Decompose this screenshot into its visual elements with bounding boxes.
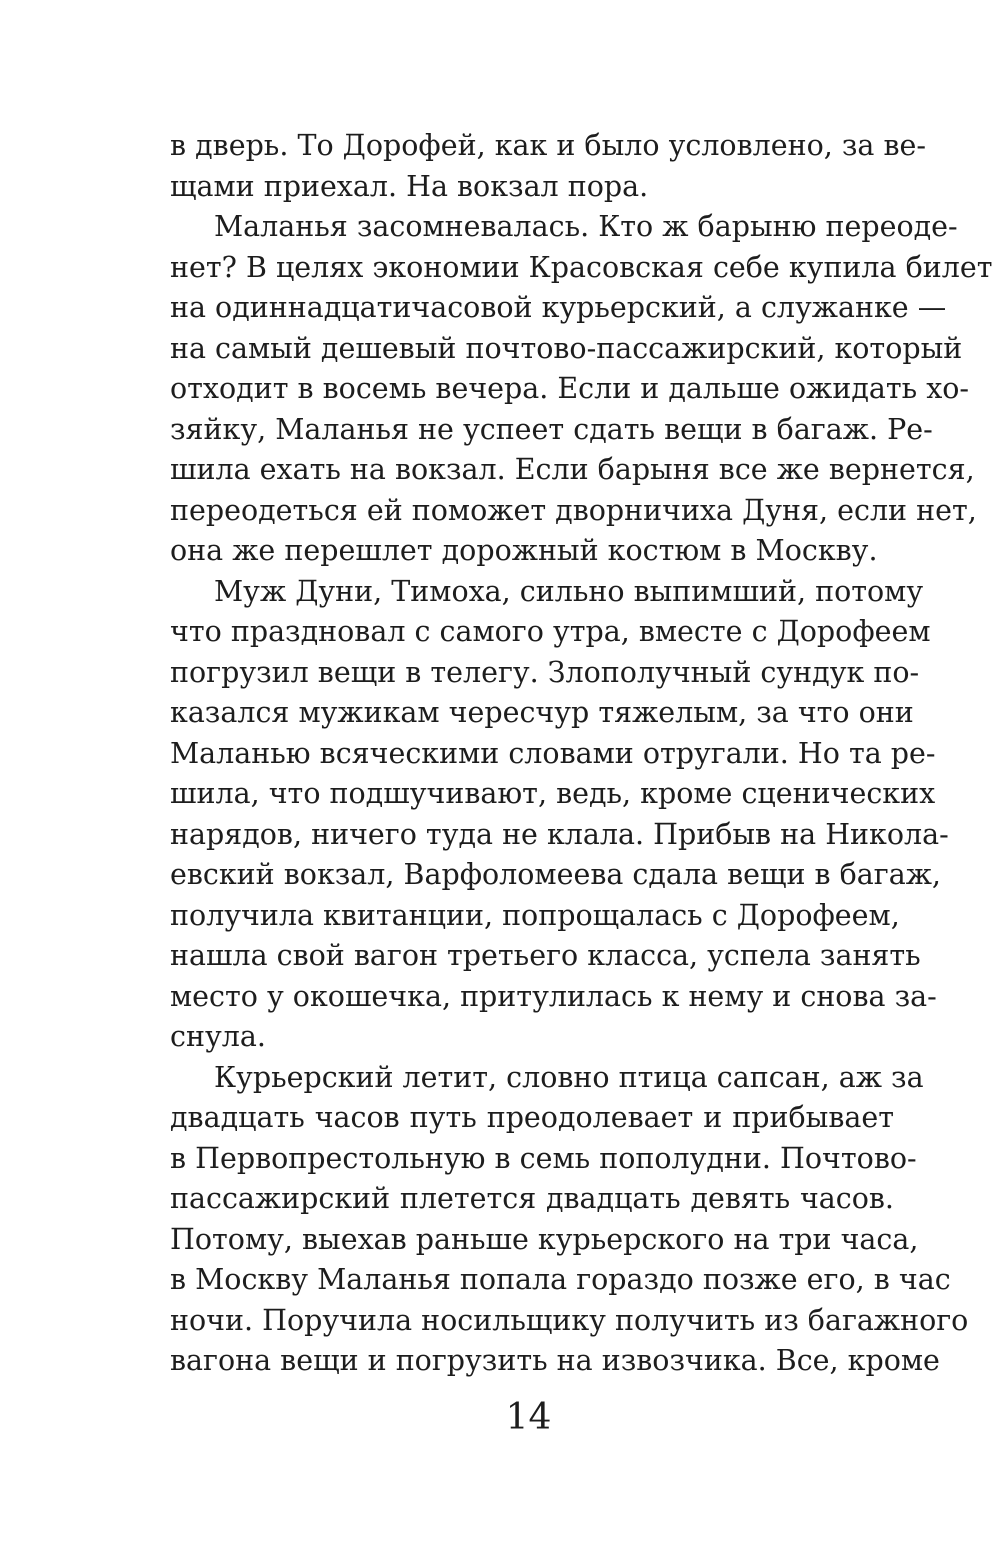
page-number: 14	[505, 1397, 552, 1438]
text-line: на самый дешевый почтово-пассажирский, который	[170, 331, 963, 365]
text-line: нашла свой вагон третьего класса, успела занять	[170, 939, 921, 972]
text-line: в Москву Маланья попала гораздо позже его, в час	[170, 1263, 951, 1296]
text-line: получила квитанции, попрощалась с Дорофеем,	[170, 898, 900, 932]
text-line: переодеться ей поможет дворничиха Дуня, если нет,	[170, 493, 977, 527]
text-line: Маланью всяческими словами отругали. Но та ре-	[170, 736, 936, 770]
text-line: нарядов, ничего туда не клала. Прибыв на Никола-	[170, 817, 949, 851]
text-line: двадцать часов путь преодолевает и прибывает	[170, 1101, 894, 1134]
body-text	[170, 126, 993, 1382]
text-line: евский вокзал, Варфоломеева сдала вещи в багаж,	[170, 858, 941, 891]
text-line: место у окошечка, притулилась к нему и снова за-	[170, 979, 937, 1013]
text-line: шила ехать на вокзал. Если барыня все же вернется,	[170, 453, 975, 486]
text-line: шила, что подшучивают, ведь, кроме сценических	[170, 777, 936, 810]
text-line: нет? В целях экономии Красовская себе купила билет	[170, 250, 993, 284]
paragraph	[170, 207, 993, 572]
text-line: щами приехал. На вокзал пора.	[170, 169, 649, 203]
text-line: снула.	[170, 1020, 266, 1053]
text-line: казался мужикам чересчур тяжелым, за что они	[170, 696, 914, 729]
text-line: в дверь. То Дорофей, как и было условлено, за ве-	[170, 129, 927, 162]
text-line: Маланья засомневалась. Кто ж барыню переоде-	[214, 210, 958, 243]
paragraph	[170, 572, 949, 1058]
text-line: на одиннадцатичасовой курьерский, а служанке —	[170, 291, 947, 324]
text-line: Курьерский летит, словно птица сапсан, аж за	[214, 1060, 924, 1094]
text-line: зяйку, Маланья не успеет сдать вещи в багаж. Ре-	[170, 412, 933, 446]
text-line: ночи. Поручила носильщику получить из багажного	[170, 1303, 969, 1337]
text-line: она же перешлет дорожный костюм в Москву.	[170, 534, 878, 567]
text-line: вагона вещи и погрузить на извозчика. Все, кроме	[170, 1344, 940, 1377]
text-line: что праздновал с самого утра, вместе с Дорофеем	[170, 615, 931, 648]
text-line: Муж Дуни, Тимоха, сильно выпимший, потому	[214, 574, 924, 608]
text-line: пассажирский плетется двадцать девять часов.	[170, 1182, 894, 1215]
text-line: Потому, выехав раньше курьерского на три часа,	[170, 1222, 919, 1256]
text-line: погрузил вещи в телегу. Злополучный сундук по-	[170, 655, 920, 689]
paragraph	[170, 126, 927, 207]
text-line: в Первопрестольную в семь пополудни. Почтово-	[170, 1141, 917, 1175]
paragraph	[170, 1058, 969, 1382]
text-line: отходит в восемь вечера. Если и дальше ожидать хо-	[170, 372, 970, 405]
